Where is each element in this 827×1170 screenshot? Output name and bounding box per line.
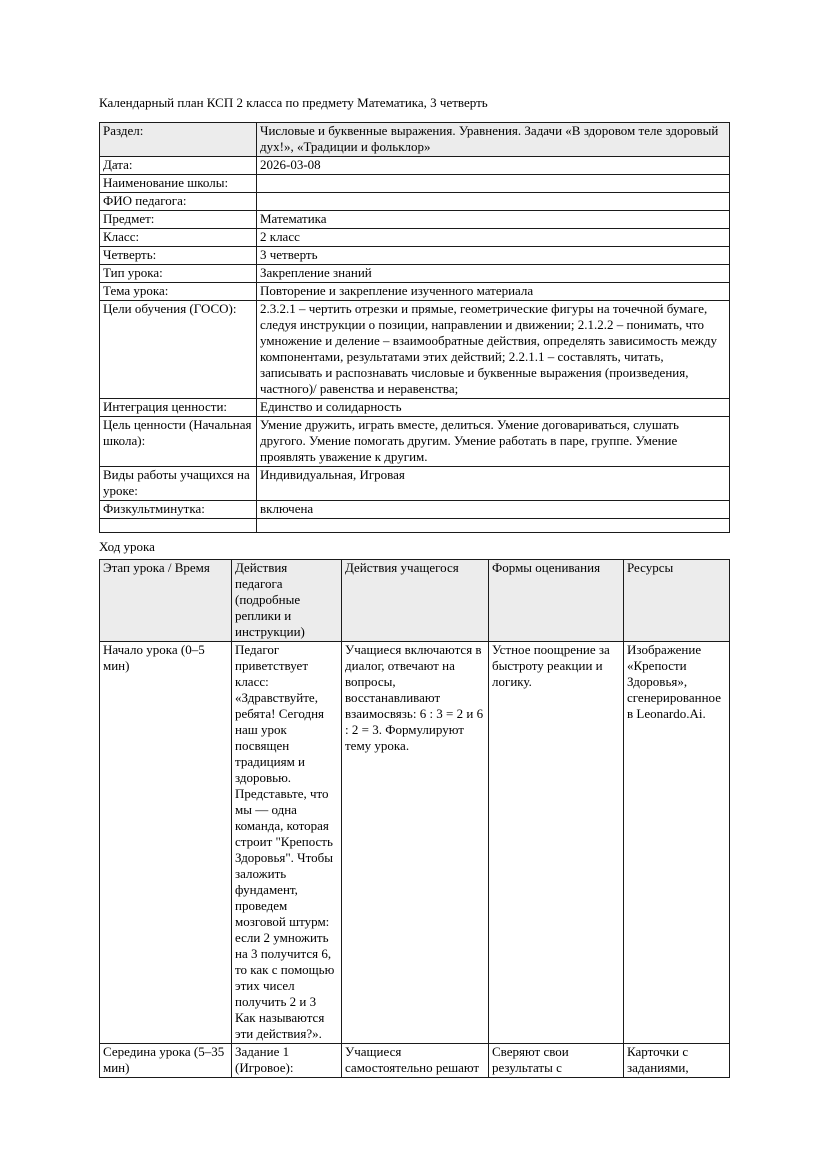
info-row-label: Виды работы учащихся на уроке: [100, 467, 257, 501]
lesson-table-row [100, 642, 730, 1044]
info-table-row [100, 417, 730, 467]
lesson-header-cell: Этап урока / Время [100, 560, 232, 642]
info-table-row [100, 467, 730, 501]
teacher-actions-cell: Задание 1 (Игровое): [232, 1044, 342, 1078]
info-table-row [100, 265, 730, 283]
document-page [99, 0, 729, 1078]
info-row-value: Индивидуальная, Игровая [257, 467, 730, 501]
stage-cell: Начало урока (0–5 мин) [100, 642, 232, 1044]
info-row-label: Цели обучения (ГОСО): [100, 301, 257, 399]
lesson-header-cell: Формы оценивания [489, 560, 624, 642]
info-table-row [100, 211, 730, 229]
info-row-value: 3 четверть [257, 247, 730, 265]
info-table [99, 122, 730, 533]
info-table-row [100, 123, 730, 157]
info-row-value: Умение дружить, играть вместе, делиться. Умение договариваться, слушать другого. Умение помогать другим. Умение работать в паре, группе. Умение проявлять уважение к другим. [257, 417, 730, 467]
info-row-value: включена [257, 501, 730, 519]
info-row-value [257, 175, 730, 193]
lesson-header-cell: Ресурсы [624, 560, 730, 642]
lesson-header-cell: Действия педагога (подробные реплики и инструкции) [232, 560, 342, 642]
info-row-label: Предмет: [100, 211, 257, 229]
student-actions-cell: Учащиеся включаются в диалог, отвечают на вопросы, восстанавливают взаимосвязь: 6 : 3 = 2 и 6 : 2 = 3. Формулируют тему урока. [342, 642, 489, 1044]
info-row-label: Тема урока: [100, 283, 257, 301]
info-row-label: Класс: [100, 229, 257, 247]
student-actions-cell: Учащиеся самостоятельно решают [342, 1044, 489, 1078]
info-table-row [100, 283, 730, 301]
assessment-cell: Устное поощрение за быстроту реакции и логику. [489, 642, 624, 1044]
lesson-table [99, 559, 730, 1078]
info-table-row [100, 175, 730, 193]
info-row-label: Интеграция ценности: [100, 399, 257, 417]
info-row-value: 2 класс [257, 229, 730, 247]
resources-cell: Изображение «Крепости Здоровья», сгенерированное в Leonardo.Ai. [624, 642, 730, 1044]
info-row-value [257, 193, 730, 211]
info-row-value: 2.3.2.1 – чертить отрезки и прямые, геометрические фигуры на точечной бумаге, следуя инструкции о позиции, направлении и движении; 2.1.2.2 – понимать, что умножение и деление – взаимообратные действия, определять зависимость между компонентами, результатами этих действий; 2.2.1.1 – составлять, читать, записывать и распознавать числовые и буквенные выражения (произведения, частного)/ равенства и неравенства; [257, 301, 730, 399]
lesson-header-cell: Действия учащегося [342, 560, 489, 642]
info-row-label: Цель ценности (Начальная школа): [100, 417, 257, 467]
lesson-table-row [100, 1044, 730, 1078]
info-table-row [100, 157, 730, 175]
info-table-row [100, 229, 730, 247]
info-row-label: Четверть: [100, 247, 257, 265]
resources-cell: Карточки с заданиями, [624, 1044, 730, 1078]
info-row-value: Единство и солидарность [257, 399, 730, 417]
lesson-flow-heading: Ход урока [99, 539, 155, 554]
info-table-row [100, 247, 730, 265]
info-row-value [257, 519, 730, 533]
info-row-label: Дата: [100, 157, 257, 175]
page-title: Календарный план КСП 2 класса по предмету Математика, 3 четверть [99, 95, 488, 110]
info-table-row [100, 193, 730, 211]
info-row-label: ФИО педагога: [100, 193, 257, 211]
lesson-table-header-row [100, 560, 730, 642]
info-row-value: Числовые и буквенные выражения. Уравнения. Задачи «В здоровом теле здоровый дух!», «Традиции и фольклор» [257, 123, 730, 157]
info-row-value: Математика [257, 211, 730, 229]
info-row-value: 2026-03-08 [257, 157, 730, 175]
info-row-label: Раздел: [100, 123, 257, 157]
assessment-cell: Сверяют свои результаты с [489, 1044, 624, 1078]
info-row-label: Тип урока: [100, 265, 257, 283]
info-table-row [100, 519, 730, 533]
info-table-row [100, 399, 730, 417]
teacher-actions-cell: Педагог приветствует класс: «Здравствуйте, ребята! Сегодня наш урок посвящен традициям и здоровью. Представьте, что мы — одна команда, которая строит "Крепость Здоровья". Чтобы заложить фундамент, проведем мозговой штурм: если 2 умножить на 3 получится 6, то как с помощью этих чисел получить 2 и 3 Как называются эти действия?». [232, 642, 342, 1044]
info-row-label: Физкультминутка: [100, 501, 257, 519]
info-row-label [100, 519, 257, 533]
stage-cell: Середина урока (5–35 мин) [100, 1044, 232, 1078]
info-table-row [100, 301, 730, 399]
info-row-value: Повторение и закрепление изученного материала [257, 283, 730, 301]
info-row-value: Закрепление знаний [257, 265, 730, 283]
info-table-row [100, 501, 730, 519]
info-row-label: Наименование школы: [100, 175, 257, 193]
